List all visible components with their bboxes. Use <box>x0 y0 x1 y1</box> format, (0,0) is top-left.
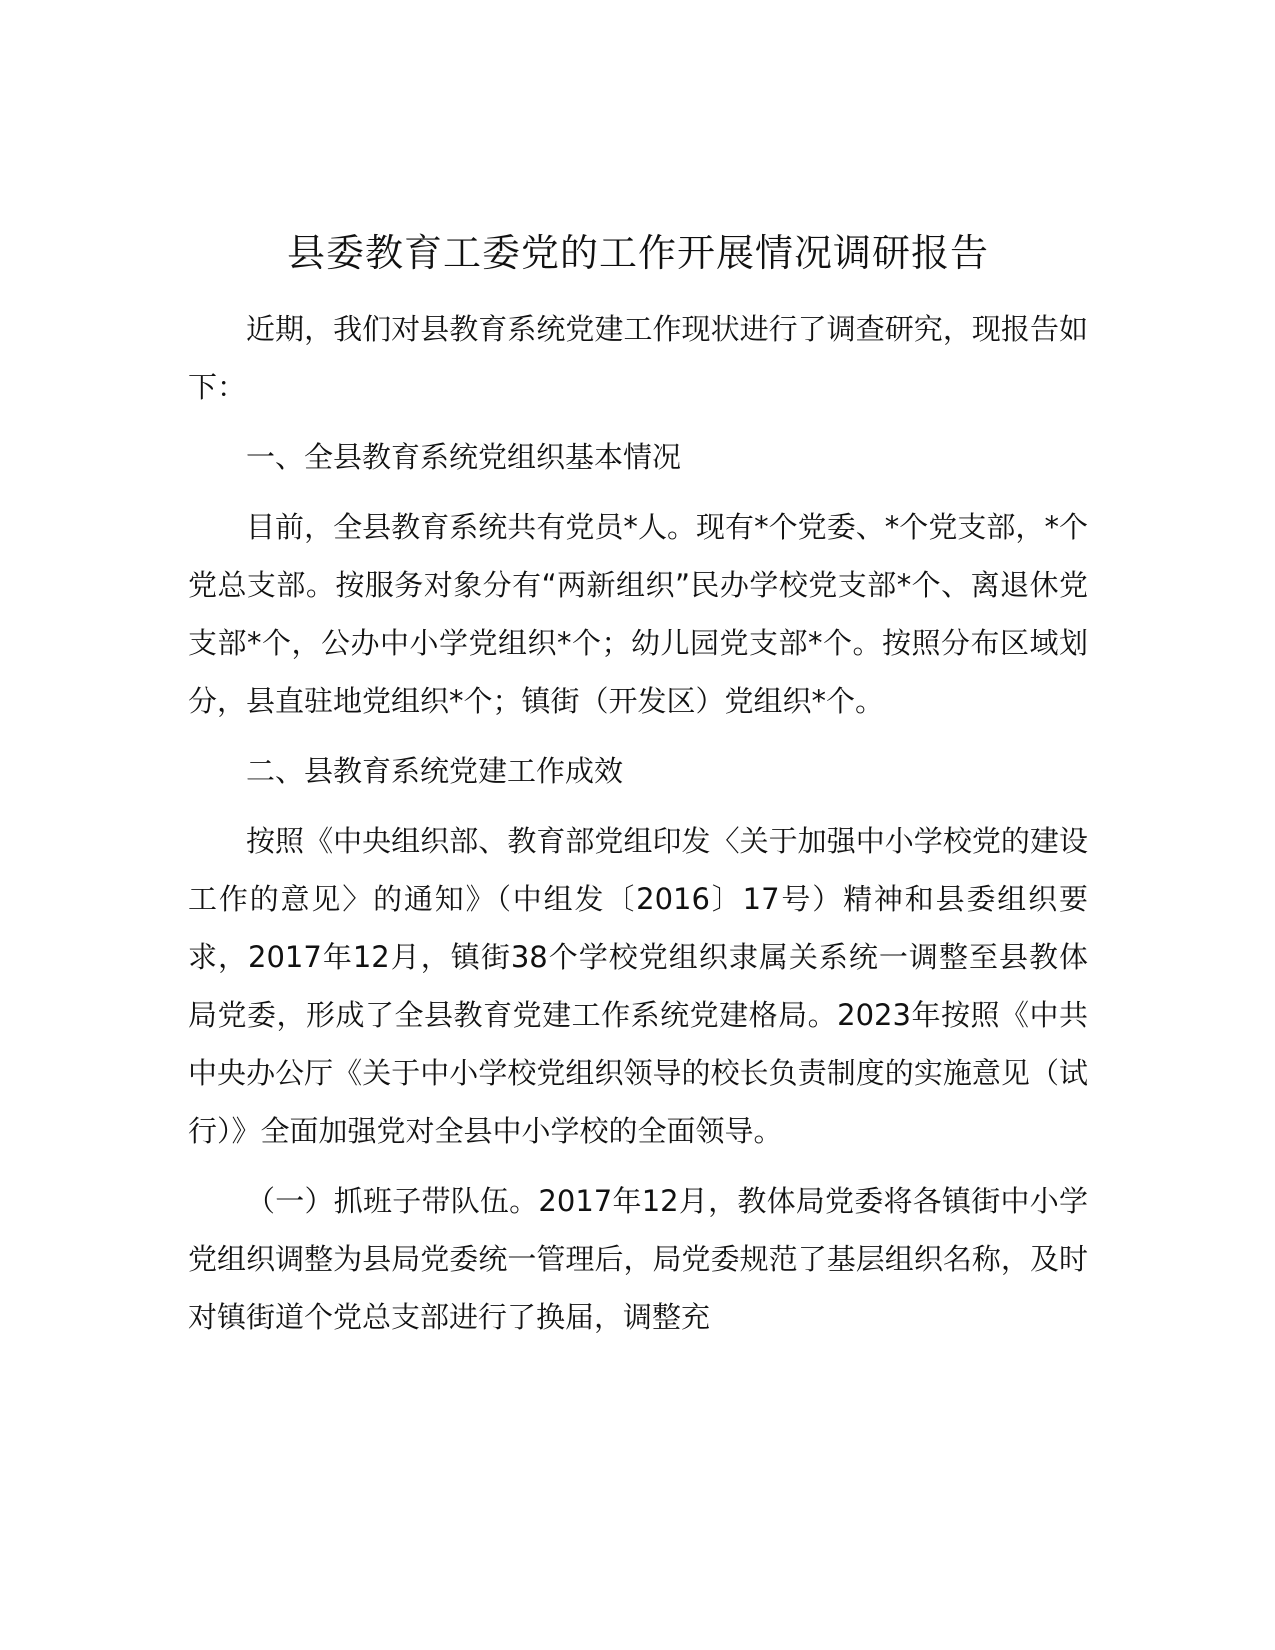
section-basic-situation-paragraph: 目前，全县教育系统共有党员*人。现有*个党委、*个党支部，*个党总支部。按服务对象分有“两新组织”民办学校党支部*个、离退休党支部*个，公办中小学党组织*个；幼儿园党支部*个。按照分布区域划分，县直驻地党组织*个；镇街（开发区）党组织*个。 <box>188 510 1088 718</box>
section-achievements-paragraph: 按照《中央组织部、教育部党组印发〈关于加强中小学校党的建设工作的意见〉的通知》（中组发〔2016〕17号）精神和县委组织要求，2017年12月，镇街38个学校党组织隶属关系统一调整至县教体局党委，形成了全县教育党建工作系统党建格局。2023年按照《中共中央办公厅《关于中小学校党组织领导的校长负责制度的实施意见（试行）》全面加强党对全县中小学校的全面领导。 <box>188 824 1088 1148</box>
intro-paragraph: 近期，我们对县教育系统党建工作现状进行了调查研究，现报告如下： <box>188 312 1088 404</box>
document-body <box>188 218 1088 1346</box>
document-title: 县委教育工委党的工作开展情况调研报告 <box>286 231 989 275</box>
section-heading-achievements: 二、县教育系统党建工作成效 <box>246 754 624 788</box>
section-heading-basic-situation: 一、全县教育系统党组织基本情况 <box>246 440 682 474</box>
subsection-leadership-paragraph: （一）抓班子带队伍。2017年12月，教体局党委将各镇街中小学党组织调整为县局党委统一管理后，局党委规范了基层组织名称，及时对镇街道个党总支部进行了换届，调整充 <box>188 1184 1088 1334</box>
